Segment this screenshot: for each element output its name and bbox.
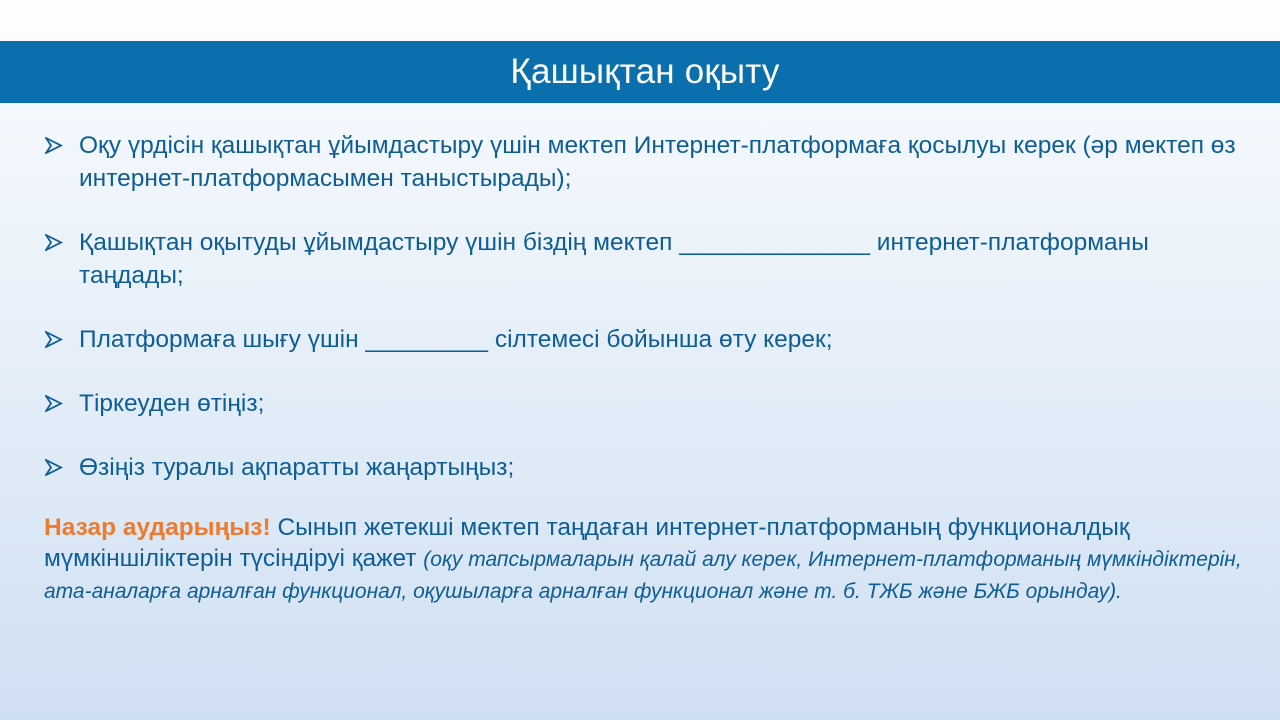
attention-note bbox=[44, 512, 1244, 607]
arrow-bullet-icon bbox=[44, 129, 66, 162]
arrow-bullet-icon bbox=[44, 226, 66, 259]
bullet-text: Платформаға шығу үшін _________ сілтемесі бойынша өту керек; bbox=[79, 326, 833, 353]
bullet-text: Оқу үрдісін қашықтан ұйымдастыру үшін мектеп Интернет-платформаға қосылуы керек (әр мектеп өз интернет-платформасымен таныстырады); bbox=[79, 132, 1236, 192]
arrow-bullet-icon bbox=[44, 451, 66, 484]
note-text: Сынып жетекші мектеп таңдаған интернет-платформаның функционалдық мүмкіншіліктерін түсіндіруі қажет bbox=[44, 514, 1130, 572]
note-label: Назар аударыңыз! bbox=[44, 514, 271, 541]
slide-title: Қашықтан оқыту bbox=[510, 52, 780, 91]
bullet-item bbox=[44, 451, 1259, 484]
bullet-item bbox=[44, 129, 1259, 195]
note-italic-text: (оқу тапсырмаларын қалай алу керек, Интернет-платформаның мүмкіндіктерін, ата-аналарға арналған функционал, оқушыларға арналған функционал және т. б. ТЖБ және БЖБ орындау). bbox=[44, 548, 1242, 603]
arrow-bullet-icon bbox=[44, 323, 66, 356]
bullet-text: Өзіңіз туралы ақпаратты жаңартыңыз; bbox=[79, 454, 515, 481]
bullet-text: Тіркеуден өтіңіз; bbox=[79, 390, 265, 417]
title-bar bbox=[0, 41, 1280, 103]
bullet-item bbox=[44, 226, 1259, 292]
arrow-bullet-icon bbox=[44, 387, 66, 420]
bullet-item bbox=[44, 323, 1259, 356]
bullet-list bbox=[44, 129, 1259, 515]
bullet-text: Қашықтан оқытуды ұйымдастыру үшін біздің мектеп ______________ интернет-платформаны таңдады; bbox=[79, 229, 1149, 289]
bullet-item bbox=[44, 387, 1259, 420]
